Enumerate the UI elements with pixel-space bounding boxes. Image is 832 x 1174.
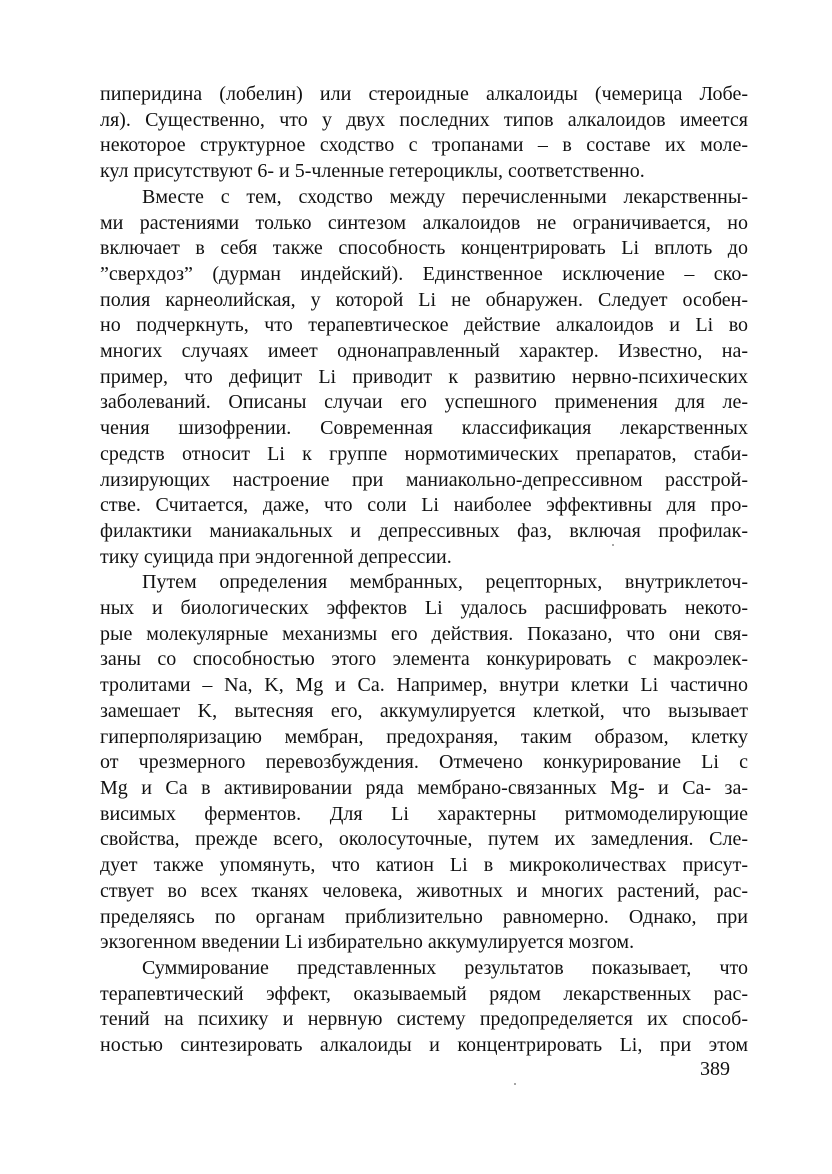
text-line: тролитами – Na, K, Mg и Ca. Например, внутри клетки Li частично: [100, 674, 748, 697]
paragraph-2: [100, 185, 748, 571]
text-line: Путем определения мембранных, рецепторных, внутриклеточ-: [142, 571, 748, 594]
text-line: дует также упомянуть, что катион Li в микроколичествах присут-: [100, 854, 748, 877]
text-line: стве. Считается, даже, что соли Li наиболее эффективны для про-: [100, 494, 748, 517]
text-line: заболеваний. Описаны случаи его успешного применения для ле-: [100, 391, 748, 414]
paragraph-1: [100, 82, 748, 185]
text-line: ми растениями только синтезом алкалоидов не ограничивается, но: [100, 211, 748, 234]
text-line: но подчеркнуть, что терапевтическое действие алкалоидов и Li во: [100, 314, 748, 337]
text-line: некоторое структурное сходство с тропанами – в составе их моле-: [100, 134, 748, 157]
text-line: экзогенном введении Li избирательно аккумулируется мозгом.: [100, 931, 635, 954]
text-line: средств относит Li к группе нормотимических препаратов, стаби-: [100, 442, 748, 465]
text-line: терапевтический эффект, оказываемый рядом лекарственных рас-: [100, 982, 748, 1005]
paragraph-4: [100, 956, 748, 1059]
text-line: рые молекулярные механизмы его действия. Показано, что они свя-: [100, 622, 748, 645]
text-line: ностью синтезировать алкалоиды и концентрировать Li, при этом: [100, 1034, 748, 1057]
body-text: [100, 82, 748, 1059]
text-line: висимых ферментов. Для Li характерны ритмомоделирующие: [100, 802, 748, 825]
text-line: пиперидина (лобелин) или стероидные алкалоиды (чемерица Лобе-: [100, 83, 748, 105]
page-number: 389: [700, 1058, 730, 1080]
text-line: филактики маниакальных и депрессивных фаз, включая профилак-: [100, 519, 748, 542]
text-line: Суммирование представленных результатов показывает, что: [142, 956, 748, 979]
text-line: ля). Существенно, что у двух последних типов алкалоидов имеется: [100, 108, 748, 131]
text-line: замешает K, вытесняя его, аккумулируется клеткой, что вызывает: [100, 699, 748, 722]
text-line: кул присутствуют 6- и 5-членные гетероциклы, соответственно.: [100, 160, 645, 183]
text-line: полия карнеолийская, у которой Li не обнаружен. Следует особен-: [100, 288, 748, 311]
text-line: ных и биологических эффектов Li удалось расшифровать некото-: [100, 597, 748, 620]
text-line: Mg и Ca в активировании ряда мембрано-связанных Mg- и Ca- за-: [100, 776, 748, 799]
text-line: тику суицида при эндогенной депрессии.: [100, 545, 452, 568]
text-line: Вместе с тем, сходство между перечисленными лекарственны-: [142, 185, 748, 208]
text-line: свойства, прежде всего, околосуточные, путем их замедления. Сле-: [100, 828, 748, 851]
paragraph-3: [100, 570, 748, 956]
text-line: ствует во всех тканях человека, животных и многих растений, рас-: [100, 879, 748, 902]
scan-speck: [612, 544, 614, 546]
text-line: тений на психику и нервную систему предопределяется их способ-: [100, 1008, 748, 1031]
scan-speck: [514, 1083, 516, 1085]
text-line: пример, что дефицит Li приводит к развитию нервно-психических: [100, 365, 748, 388]
text-line: ”сверхдоз” (дурман индейский). Единственное исключение – ско-: [100, 262, 748, 285]
text-line: чения шизофрении. Современная классификация лекарственных: [100, 417, 748, 440]
text-line: включает в себя также способность концентрировать Li вплоть до: [100, 237, 748, 260]
text-line: гиперполяризацию мембран, предохраняя, таким образом, клетку: [100, 725, 748, 748]
text-line: от чрезмерного перевозбуждения. Отмечено конкурирование Li с: [100, 751, 748, 774]
text-line: заны со способностью этого элемента конкурировать с макроэлек-: [100, 648, 748, 671]
text-line: пределяясь по органам приблизительно равномерно. Однако, при: [100, 905, 748, 928]
text-line: многих случаях имеет однонаправленный характер. Известно, на-: [100, 340, 748, 363]
text-line: лизирующих настроение при маниакольно-депрессивном расстрой-: [100, 468, 748, 491]
